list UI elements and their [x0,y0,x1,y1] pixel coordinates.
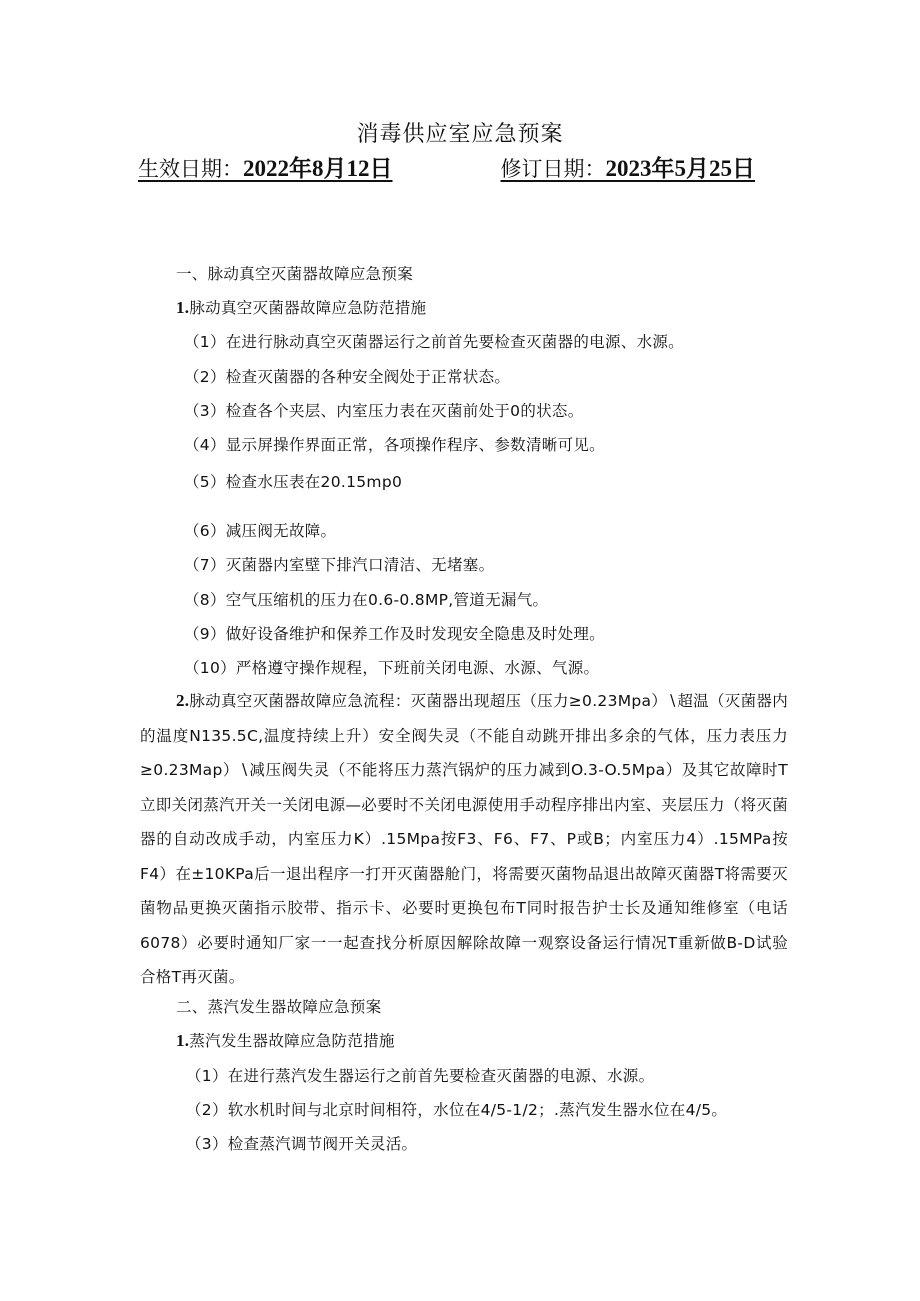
section1-sub1-title: 脉动真空灭菌器故障应急防范措施 [189,299,427,317]
section1-sub2-title: 脉动真空灭菌器故障应急流程： [189,692,411,710]
revised-date-label: 修订日期： [500,157,606,181]
section1-item: （10）严格遵守操作规程，下班前关闭电源、水源、气源。 [184,659,600,677]
section2-subheading-1 [176,1029,395,1051]
section1-item: （6）减压阀无故障。 [184,522,337,540]
section1-item: （1）在进行脉动真空灭菌器运行之前首先要检查灭菌器的电源、水源。 [184,333,684,351]
section1-subheading-1 [176,296,426,318]
section1-heading: 一、脉动真空灭菌器故障应急预案 [176,265,414,283]
section1-procedure-paragraph [140,684,788,995]
section1-item: （9）做好设备维护和保养工作及时发现安全隐患及时处理。 [184,625,605,643]
section2-sub1-title: 蒸汽发生器故障应急防范措施 [189,1032,395,1050]
section2-heading: 二、蒸汽发生器故障应急预案 [176,998,382,1016]
section1-item: （3）检查各个夹层、内室压力表在灭菌前处于0的状态。 [184,402,584,420]
effective-date-label: 生效日期： [138,157,243,181]
section1-item: （2）检查灭菌器的各种安全阀处于正常状态。 [184,368,511,386]
section2-sub1-number: 1. [176,1031,190,1050]
section1-item: （8）空气压缩机的压力在0.6-0.8MP,管道无漏气。 [184,591,549,609]
section1-item: （5）检查水压表在20.15mp0 [184,473,403,491]
effective-date-value: 2022年8月12日 [243,156,393,181]
page-title: 消毒供应室应急预案 [356,122,564,147]
section1-item: （7）灭菌器内室壁下排汽口清洁、无堵塞。 [184,556,495,574]
section2-item: （3）检查蒸汽调节阀开关灵活。 [186,1135,418,1153]
section2-item: （2）软水机时间与北京时间相符，水位在4/5-1/2；.蒸汽发生器水位在4/5。 [186,1101,728,1119]
revised-date-value: 2023年5月25日 [605,156,755,181]
section1-item: （4）显示屏操作界面正常，各项操作程序、参数清晰可见。 [184,436,605,454]
section1-sub2-body: 灭菌器出现超压（压力≥0.23Mpa）∖超温（灭菌器内的温度N135.5C,温度持续上升）安全阀失灵（不能自动跳开排出多余的气体，压力表压力≥0.23Map）∖减压阀失灵（不能将压力蒸汽锅炉的压力减到O.3-O.5Mpa）及其它故障时T立即关闭蒸汽开关一关闭电源—必要时不关闭电源使用手动程序排出内室、夹层压力（将灭菌器的自动改成手动，内室压力K）.15Mpa按F3、F6、F7、P或B；内室压力4）.15MPa按F4）在±10KPa后一退出程序一打开灭菌器舱门，将需要灭菌物品退出故障灭菌器T将需要灭菌物品更换灭菌指示胶带、指示卡、必要时更换包布T同时报告护士长及通知维修室（电话6078）必要时通知厂家一一起查找分析原因解除故障一观察设备运行情况T重新做B-D试验合格T再灭菌。 [140,692,788,986]
date-line [138,150,778,188]
section1-sub2-number: 2. [176,691,190,710]
section1-sub1-number: 1. [176,298,190,317]
section2-item: （1）在进行蒸汽发生器运行之前首先要检查灭菌器的电源、水源。 [186,1067,655,1085]
